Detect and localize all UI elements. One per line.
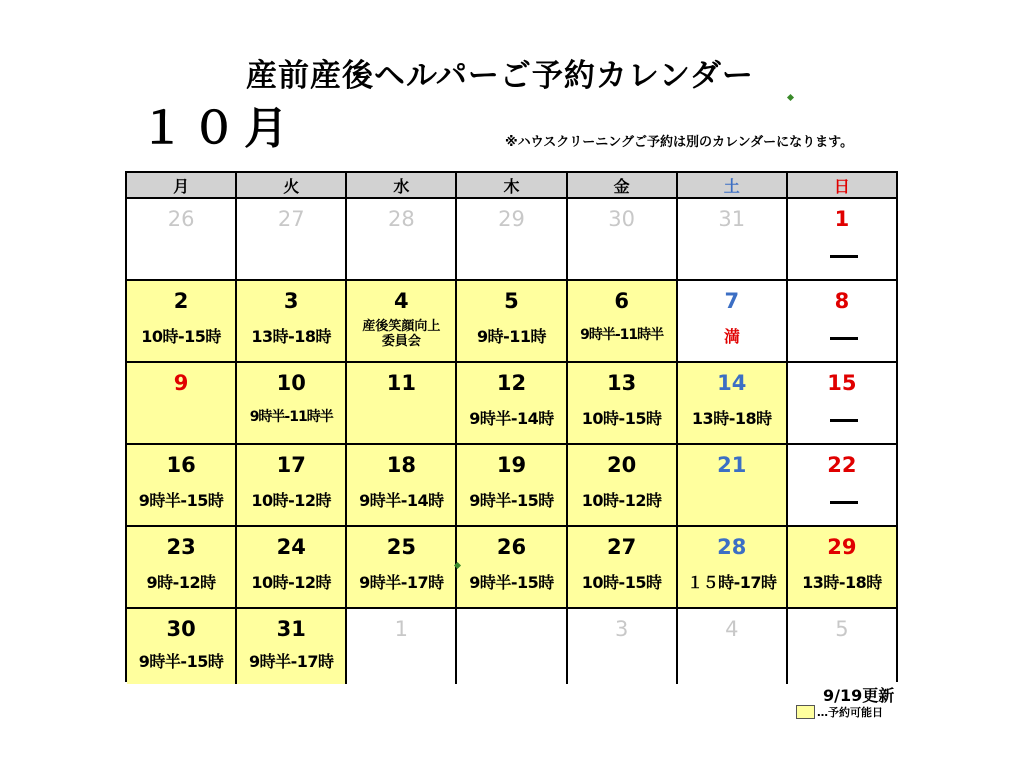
day-cell[interactable] [568, 281, 678, 363]
time-slot: 9時-11時 [476, 327, 547, 346]
day-cell[interactable] [678, 527, 788, 609]
time-slot: 9時半-15時 [469, 491, 554, 510]
day-number: 8 [834, 289, 850, 313]
day-cell[interactable] [237, 609, 347, 684]
day-cell[interactable] [457, 363, 567, 445]
week-row [127, 281, 896, 363]
week-row [127, 199, 896, 281]
day-cell[interactable] [678, 199, 788, 281]
time-slot: 9時半-17時 [248, 652, 334, 671]
day-cell[interactable] [127, 445, 237, 527]
day-cell[interactable] [347, 363, 457, 445]
time-slot: １５時-17時 [687, 573, 777, 592]
full-label: 満 [724, 327, 740, 346]
time-slot: 9時半-15時 [138, 652, 224, 671]
day-number: 29 [827, 535, 857, 559]
day-cell[interactable] [127, 609, 237, 684]
day-cell[interactable] [788, 527, 896, 609]
day-cell[interactable] [237, 363, 347, 445]
day-number: 19 [496, 453, 527, 477]
day-cell[interactable] [678, 609, 788, 684]
time-slot: 10時-15時 [141, 327, 221, 346]
time-slot: 9時半-11時半 [249, 409, 333, 425]
day-cell[interactable] [788, 609, 896, 684]
time-slot: 10時-12時 [251, 491, 332, 510]
day-cell[interactable] [568, 199, 678, 281]
day-number: 22 [827, 453, 857, 477]
weekday-tue: 火 [237, 173, 347, 199]
day-cell[interactable] [568, 527, 678, 609]
day-number: 12 [496, 371, 527, 395]
day-cell[interactable] [457, 445, 567, 527]
day-number: 28 [387, 207, 415, 231]
time-slot: 9時半-14時 [359, 491, 444, 510]
closed-dash [830, 501, 858, 504]
day-cell[interactable] [568, 363, 678, 445]
day-cell[interactable] [678, 445, 788, 527]
day-number: 7 [724, 289, 740, 313]
day-number: 31 [718, 207, 746, 231]
weekday-fri: 金 [568, 173, 678, 199]
day-number: 23 [166, 535, 196, 559]
day-number: 2 [173, 289, 189, 313]
day-number: 1 [394, 617, 409, 641]
event-label: 産後笑顔向上 委員会 [362, 319, 441, 349]
day-cell[interactable] [237, 527, 347, 609]
day-number: 11 [386, 371, 416, 395]
time-slot: 13時-18時 [251, 327, 332, 346]
day-cell[interactable] [127, 199, 237, 281]
week-row [127, 527, 896, 609]
day-number: 4 [725, 617, 739, 641]
closed-dash [830, 419, 858, 422]
time-slot: 10時-12時 [251, 573, 332, 592]
day-number: 5 [504, 289, 519, 313]
day-cell[interactable] [347, 609, 457, 684]
day-number: 17 [276, 453, 306, 477]
week-row [127, 445, 896, 527]
day-number: 3 [283, 289, 299, 313]
day-cell[interactable] [127, 363, 237, 445]
day-cell[interactable] [237, 445, 347, 527]
weekday-sun: 日 [788, 173, 896, 199]
time-slot: 9時-12時 [146, 573, 216, 592]
day-cell[interactable] [237, 281, 347, 363]
legend-label: …予約可能日 [817, 706, 883, 719]
time-slot: 9時半-15時 [138, 491, 224, 510]
closed-dash [830, 255, 858, 258]
day-cell[interactable] [237, 199, 347, 281]
day-number: 6 [614, 289, 629, 313]
day-number: 26 [167, 207, 195, 231]
day-cell[interactable] [788, 445, 896, 527]
day-cell[interactable] [457, 199, 567, 281]
day-cell[interactable] [568, 445, 678, 527]
day-cell[interactable] [788, 281, 896, 363]
day-number: 28 [717, 535, 747, 559]
day-number: 5 [835, 617, 849, 641]
closed-dash [830, 337, 858, 340]
updated-date: 9/19更新 [823, 686, 895, 705]
time-slot: 10時-15時 [581, 573, 662, 592]
day-number: 24 [276, 535, 306, 559]
day-cell[interactable] [457, 281, 567, 363]
weekday-mon: 月 [127, 173, 237, 199]
day-cell[interactable] [127, 527, 237, 609]
day-number: 16 [166, 453, 196, 477]
day-number: 27 [607, 535, 637, 559]
day-cell[interactable] [788, 199, 896, 281]
day-cell[interactable] [347, 199, 457, 281]
weekday-header [127, 173, 896, 199]
day-number: 3 [614, 617, 629, 641]
day-number: 15 [827, 371, 857, 395]
weekday-wed: 水 [347, 173, 457, 199]
day-number: 21 [717, 453, 747, 477]
day-cell[interactable] [788, 363, 896, 445]
day-cell[interactable] [678, 363, 788, 445]
day-number: 25 [386, 535, 416, 559]
day-number: 26 [496, 535, 527, 559]
time-slot: 13時-18時 [802, 573, 882, 592]
time-slot: 10時-12時 [581, 491, 662, 510]
day-number: 9 [173, 371, 189, 395]
time-slot: 9時半-11時半 [580, 327, 664, 343]
day-cell[interactable] [347, 445, 457, 527]
day-cell[interactable] [127, 281, 237, 363]
day-number: 18 [386, 453, 416, 477]
time-slot: 13時-18時 [691, 409, 772, 428]
week-row [127, 363, 896, 445]
calendar-grid [125, 171, 898, 682]
month-label: １０月 [140, 103, 296, 154]
time-slot: 10時-15時 [581, 409, 662, 428]
week-row [127, 609, 896, 684]
house-cleaning-note: ※ハウスクリーニングご予約は別のカレンダーになります。 [505, 135, 854, 150]
day-cell[interactable] [568, 609, 678, 684]
day-cell[interactable] [347, 281, 457, 363]
day-number: 27 [277, 207, 305, 231]
day-cell[interactable] [678, 281, 788, 363]
weekday-sat: 土 [678, 173, 788, 199]
legend [796, 704, 883, 720]
day-number: 10 [276, 371, 306, 395]
weekday-thu: 木 [457, 173, 567, 199]
day-number: 30 [608, 207, 635, 231]
day-number: 14 [717, 371, 747, 395]
time-slot: 9時半-17時 [359, 573, 444, 592]
green-mark [787, 94, 794, 101]
day-number: 4 [394, 289, 409, 313]
day-number: 13 [607, 371, 637, 395]
day-number: 20 [607, 453, 637, 477]
day-cell[interactable] [457, 527, 567, 609]
available-swatch [796, 705, 815, 719]
day-number: 30 [166, 617, 196, 641]
day-number: 1 [834, 207, 850, 231]
day-cell[interactable] [457, 609, 567, 684]
day-cell[interactable] [347, 527, 457, 609]
day-number: 31 [276, 617, 306, 641]
time-slot: 9時半-14時 [469, 409, 554, 428]
day-number: 29 [498, 207, 525, 231]
time-slot: 9時半-15時 [469, 573, 554, 592]
calendar-title: 産前産後ヘルパーご予約カレンダー [246, 58, 754, 94]
